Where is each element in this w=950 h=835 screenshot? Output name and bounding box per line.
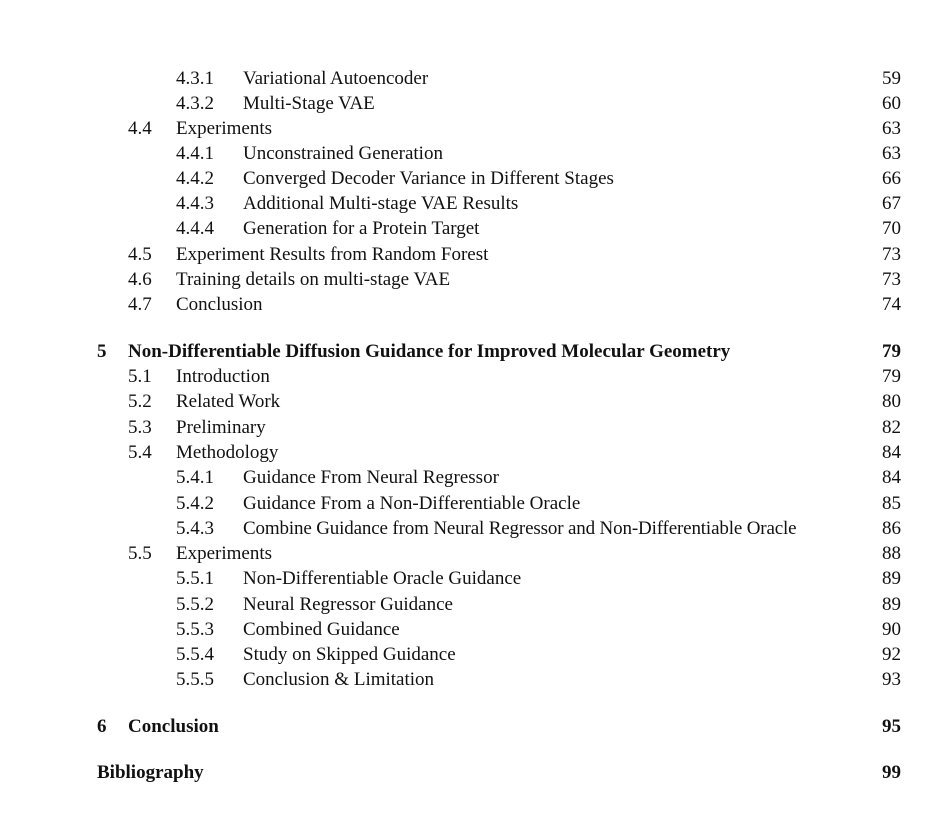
toc-entry-title: Variational Autoencoder bbox=[243, 67, 432, 91]
toc-entry-title: Experiments bbox=[176, 542, 276, 566]
toc-entry-5-4-2[interactable] bbox=[176, 492, 901, 516]
toc-entry-number: 4.4 bbox=[128, 118, 152, 139]
toc-entry-number: 5.5.5 bbox=[176, 669, 214, 690]
toc-entry-4-4[interactable] bbox=[128, 117, 901, 141]
toc-entry-page: 86 bbox=[878, 517, 901, 541]
toc-entry-number: 5.4.1 bbox=[176, 467, 214, 488]
toc-entry-title: Related Work bbox=[176, 390, 284, 414]
toc-entry-4-5[interactable] bbox=[128, 243, 901, 267]
toc-entry-4-4-2[interactable] bbox=[176, 167, 901, 191]
toc-entry-4-3-1[interactable] bbox=[176, 67, 901, 91]
toc-entry-title: Combined Guidance bbox=[243, 618, 404, 642]
toc-entry-number: 5.2 bbox=[128, 391, 152, 412]
toc-chapter-page: 99 bbox=[878, 761, 901, 785]
toc-entry-page: 73 bbox=[878, 268, 901, 292]
toc-chapter-6[interactable] bbox=[97, 715, 901, 739]
toc-chapter-page: 79 bbox=[878, 340, 901, 364]
toc-entry-number: 5.5.2 bbox=[176, 594, 214, 615]
toc-entry-5-5-5[interactable] bbox=[176, 668, 901, 692]
toc-entry-5-1[interactable] bbox=[128, 365, 901, 389]
toc-entry-number: 4.7 bbox=[128, 294, 152, 315]
toc-entry-number: 4.5 bbox=[128, 244, 152, 265]
toc-entry-page: 88 bbox=[878, 542, 901, 566]
toc-entry-4-3-2[interactable] bbox=[176, 92, 901, 116]
toc-entry-number: 4.4.2 bbox=[176, 168, 214, 189]
toc-entry-title: Experiment Results from Random Forest bbox=[176, 243, 492, 267]
toc-entry-page: 74 bbox=[878, 293, 901, 317]
toc-bibliography[interactable] bbox=[97, 761, 901, 785]
toc-entry-5-4-3[interactable] bbox=[176, 517, 901, 541]
toc-chapter-number: 5 bbox=[97, 341, 107, 362]
toc-entry-title: Conclusion & Limitation bbox=[243, 668, 438, 692]
toc-entry-title: Generation for a Protein Target bbox=[243, 217, 483, 241]
toc-entry-page: 90 bbox=[878, 618, 901, 642]
toc-entry-number: 4.3.1 bbox=[176, 68, 214, 89]
toc-entry-page: 59 bbox=[878, 67, 901, 91]
toc-entry-number: 5.4.3 bbox=[176, 518, 214, 539]
toc-entry-page: 70 bbox=[878, 217, 901, 241]
toc-entry-page: 82 bbox=[878, 416, 901, 440]
toc-entry-title: Unconstrained Generation bbox=[243, 142, 447, 166]
toc-entry-title: Experiments bbox=[176, 117, 276, 141]
toc-chapter-title: Bibliography bbox=[97, 761, 208, 785]
toc-entry-number: 5.4 bbox=[128, 442, 152, 463]
toc-entry-page: 66 bbox=[878, 167, 901, 191]
toc-entry-4-4-4[interactable] bbox=[176, 217, 901, 241]
toc-entry-page: 80 bbox=[878, 390, 901, 414]
toc-entry-title: Non-Differentiable Oracle Guidance bbox=[243, 567, 525, 591]
toc-chapter-5[interactable] bbox=[97, 340, 901, 364]
toc-entry-number: 5.5.4 bbox=[176, 644, 214, 665]
toc-entry-title: Neural Regressor Guidance bbox=[243, 593, 457, 617]
toc-entry-4-4-3[interactable] bbox=[176, 192, 901, 216]
toc-entry-5-4-1[interactable] bbox=[176, 466, 901, 490]
toc-entry-4-6[interactable] bbox=[128, 268, 901, 292]
toc-entry-title: Study on Skipped Guidance bbox=[243, 643, 460, 667]
toc-entry-page: 73 bbox=[878, 243, 901, 267]
toc-entry-number: 4.4.4 bbox=[176, 218, 214, 239]
toc-entry-5-5-4[interactable] bbox=[176, 643, 901, 667]
toc-entry-page: 63 bbox=[878, 117, 901, 141]
toc-entry-title: Guidance From a Non-Differentiable Oracle bbox=[243, 492, 584, 516]
toc-entry-page: 89 bbox=[878, 593, 901, 617]
toc-entry-page: 85 bbox=[878, 492, 901, 516]
toc-entry-title: Training details on multi-stage VAE bbox=[176, 268, 454, 292]
toc-entry-page: 92 bbox=[878, 643, 901, 667]
toc-entry-number: 5.3 bbox=[128, 417, 152, 438]
toc-entry-page: 63 bbox=[878, 142, 901, 166]
toc-entry-5-3[interactable] bbox=[128, 416, 901, 440]
toc-entry-title: Multi-Stage VAE bbox=[243, 92, 379, 116]
toc-chapter-page: 95 bbox=[878, 715, 901, 739]
toc-entry-number: 5.1 bbox=[128, 366, 152, 387]
toc-entry-4-7[interactable] bbox=[128, 293, 901, 317]
toc-entry-title: Preliminary bbox=[176, 416, 270, 440]
toc-entry-5-5-3[interactable] bbox=[176, 618, 901, 642]
toc-entry-5-5-1[interactable] bbox=[176, 567, 901, 591]
toc-entry-title: Converged Decoder Variance in Different Stages bbox=[243, 167, 618, 191]
toc-entry-number: 5.4.2 bbox=[176, 493, 214, 514]
toc-entry-5-5-2[interactable] bbox=[176, 593, 901, 617]
toc-entry-title: Additional Multi-stage VAE Results bbox=[243, 192, 522, 216]
toc-entry-page: 84 bbox=[878, 441, 901, 465]
toc-chapter-title: Non-Differentiable Diffusion Guidance for Improved Molecular Geometry bbox=[128, 340, 734, 364]
toc-entry-page: 79 bbox=[878, 365, 901, 389]
toc-entry-title: Introduction bbox=[176, 365, 274, 389]
toc-entry-page: 67 bbox=[878, 192, 901, 216]
toc-entry-page: 93 bbox=[878, 668, 901, 692]
toc-entry-page: 60 bbox=[878, 92, 901, 116]
toc-entry-page: 84 bbox=[878, 466, 901, 490]
toc-chapter-title: Conclusion bbox=[128, 715, 223, 739]
toc-entry-number: 4.4.3 bbox=[176, 193, 214, 214]
toc-entry-5-2[interactable] bbox=[128, 390, 901, 414]
toc-entry-title: Conclusion bbox=[176, 293, 267, 317]
toc-entry-title: Methodology bbox=[176, 441, 282, 465]
toc-entry-5-4[interactable] bbox=[128, 441, 901, 465]
toc-entry-number: 5.5.1 bbox=[176, 568, 214, 589]
toc-chapter-number: 6 bbox=[97, 716, 107, 737]
toc-entry-number: 4.3.2 bbox=[176, 93, 214, 114]
toc-entry-page: 89 bbox=[878, 567, 901, 591]
toc-entry-number: 5.5.3 bbox=[176, 619, 214, 640]
toc-entry-title: Guidance From Neural Regressor bbox=[243, 466, 503, 490]
toc-entry-4-4-1[interactable] bbox=[176, 142, 901, 166]
toc-entry-number: 5.5 bbox=[128, 543, 152, 564]
toc-entry-5-5[interactable] bbox=[128, 542, 901, 566]
toc-entry-number: 4.4.1 bbox=[176, 143, 214, 164]
toc-entry-number: 4.6 bbox=[128, 269, 152, 290]
toc-entry-title: Combine Guidance from Neural Regressor and Non-Differentiable Oracle bbox=[243, 517, 800, 541]
